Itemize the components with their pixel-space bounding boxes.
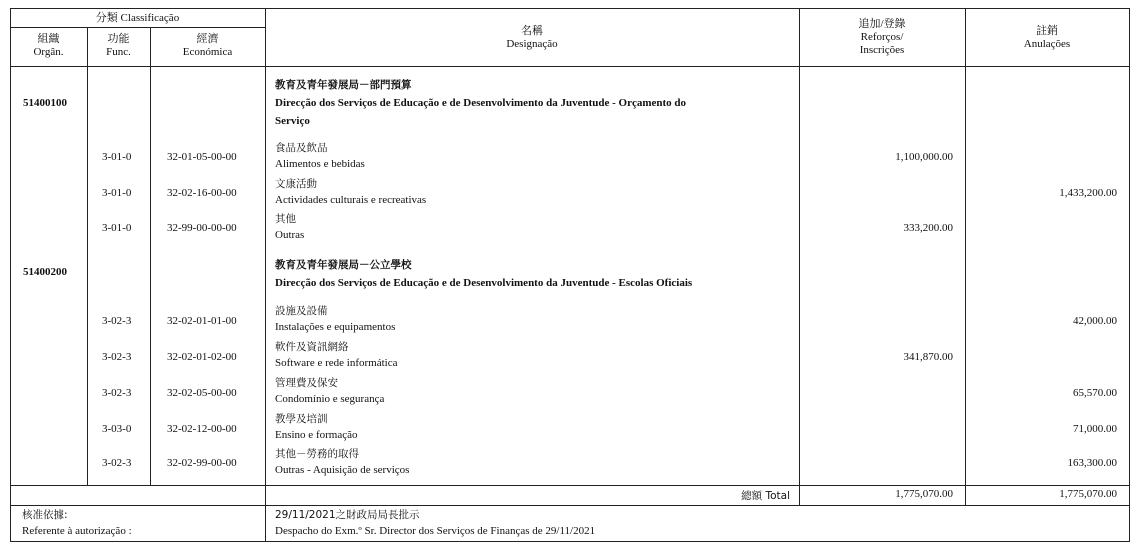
functional-header-zh: 功能 <box>107 33 130 45</box>
item-designation <box>275 412 357 443</box>
functional-code: 3-02-3 <box>102 457 132 469</box>
item-designation <box>275 447 409 478</box>
annulments-header-pt: Anulações <box>1023 38 1071 50</box>
item-name-pt: Instalações e equipamentos <box>275 320 396 333</box>
designation-header-pt: Designação <box>506 38 558 50</box>
organic-header-zh: 組織 <box>37 33 60 45</box>
functional-code: 3-03-0 <box>102 423 132 435</box>
annulments-header <box>965 25 1129 51</box>
item-name-pt: Condomínio e segurança <box>275 392 385 405</box>
approval-dispatch-pt: Despacho do Exm.º Sr. Director dos Serviços de Finanças de 29/11/2021 <box>275 525 596 537</box>
classification-header <box>10 12 265 25</box>
column-divider-func <box>87 27 88 485</box>
item-name-pt: Alimentos e bebidas <box>275 157 365 170</box>
authorization-basis-pt: Referente à autorização : <box>22 525 132 537</box>
table-left-border <box>10 8 11 541</box>
annulment-amount: 71,000.00 <box>1073 423 1117 435</box>
item-designation <box>275 376 384 407</box>
approval-dispatch-zh: 29/11/2021之財政局局長批示 <box>275 509 420 521</box>
table-right-border <box>1129 8 1130 541</box>
functional-code: 3-01-0 <box>102 187 132 199</box>
economic-code: 32-02-01-02-00 <box>167 351 237 363</box>
functional-header-pt: Func. <box>106 46 131 58</box>
approval-dispatch <box>275 507 595 539</box>
table-top-border <box>10 8 1130 9</box>
total-top-border <box>10 485 1130 486</box>
item-name-zh: 其他－勞務的取得 <box>275 448 359 460</box>
reinforcement-amount: 341,870.00 <box>903 351 953 363</box>
item-name-pt: Software e rede informática <box>275 356 398 369</box>
section-title-zh: 教育及青年發展局－公立學校 <box>275 259 412 271</box>
reinforcements-header-zh: 追加/登錄 <box>858 18 906 30</box>
item-name-pt: Ensino e formação <box>275 428 358 441</box>
reinforcements-header-pt1: Reforços/ <box>860 31 904 43</box>
item-designation <box>275 177 426 208</box>
item-designation <box>275 212 304 243</box>
reinforcements-header-pt2: Inscrições <box>859 44 905 56</box>
section-title-pt-cont: Serviço <box>275 115 310 127</box>
organic-code: 51400200 <box>23 266 67 278</box>
column-divider-reinforcements <box>799 8 800 505</box>
section-title-zh: 教育及青年發展局－部門預算 <box>275 79 412 91</box>
functional-code: 3-02-3 <box>102 387 132 399</box>
economic-code: 32-99-00-00-00 <box>167 222 237 234</box>
total-label: 總額 Total <box>741 490 790 502</box>
organic-header <box>10 33 87 59</box>
functional-code: 3-02-3 <box>102 351 132 363</box>
column-divider-designation <box>265 8 266 541</box>
item-designation <box>275 304 395 335</box>
classification-label: 分類 Classificação <box>95 12 180 24</box>
authorization-basis <box>22 507 132 539</box>
economic-code: 32-02-12-00-00 <box>167 423 237 435</box>
functional-code: 3-01-0 <box>102 222 132 234</box>
annulment-amount: 163,300.00 <box>1067 457 1117 469</box>
item-designation <box>275 141 365 172</box>
total-reinforcements: 1,775,070.00 <box>895 488 953 500</box>
organic-code: 51400100 <box>23 97 67 109</box>
item-name-zh: 管理費及保安 <box>275 377 338 389</box>
designation-header-zh: 名稱 <box>521 25 543 37</box>
annulments-header-zh: 註銷 <box>1036 25 1058 37</box>
section-title-pt: Direcção dos Serviços de Educação e de Desenvolvimento da Juventude - Escolas Oficiais <box>275 277 693 289</box>
header-bottom-border <box>10 66 1130 67</box>
economic-code: 32-01-05-00-00 <box>167 151 237 163</box>
annulment-amount: 65,570.00 <box>1073 387 1117 399</box>
authorization-basis-zh: 核准依據: <box>22 509 68 521</box>
functional-code: 3-01-0 <box>102 151 132 163</box>
classification-divider <box>10 27 265 28</box>
reinforcements-header <box>799 18 965 57</box>
item-name-pt: Outras - Aquisição de serviços <box>275 463 410 476</box>
total-annulments: 1,775,070.00 <box>1059 488 1117 500</box>
functional-code: 3-02-3 <box>102 315 132 327</box>
annulment-amount: 42,000.00 <box>1073 315 1117 327</box>
reinforcement-amount: 333,200.00 <box>903 222 953 234</box>
total-bottom-border <box>10 505 1130 506</box>
annulment-amount: 1,433,200.00 <box>1059 187 1117 199</box>
reinforcement-amount: 1,100,000.00 <box>895 151 953 163</box>
item-name-pt: Actividades culturais e recreativas <box>275 193 427 206</box>
column-divider-econ <box>150 27 151 485</box>
item-name-zh: 軟件及資訊網絡 <box>275 341 349 353</box>
item-name-zh: 文康活動 <box>275 178 317 190</box>
economic-header-zh: 經濟 <box>196 33 219 45</box>
economic-code: 32-02-16-00-00 <box>167 187 237 199</box>
item-name-zh: 食品及飲品 <box>275 142 328 154</box>
organic-header-pt: Orgân. <box>33 46 64 58</box>
item-name-pt: Outras <box>275 228 305 241</box>
item-designation <box>275 340 397 371</box>
economic-code: 32-02-01-01-00 <box>167 315 237 327</box>
section-title <box>275 76 686 130</box>
economic-code: 32-02-05-00-00 <box>167 387 237 399</box>
economic-header-pt: Económica <box>182 46 233 58</box>
section-title-pt: Direcção dos Serviços de Educação e de Desenvolvimento da Juventude - Orçamento do <box>275 97 687 109</box>
item-name-zh: 教學及培訓 <box>275 413 328 425</box>
designation-header <box>265 25 799 51</box>
section-title <box>275 256 692 292</box>
item-name-zh: 其他 <box>275 213 296 225</box>
economic-header <box>150 33 265 59</box>
table-bottom-border <box>10 541 1130 542</box>
functional-header <box>87 33 150 59</box>
item-name-zh: 設施及設備 <box>275 305 328 317</box>
economic-code: 32-02-99-00-00 <box>167 457 237 469</box>
